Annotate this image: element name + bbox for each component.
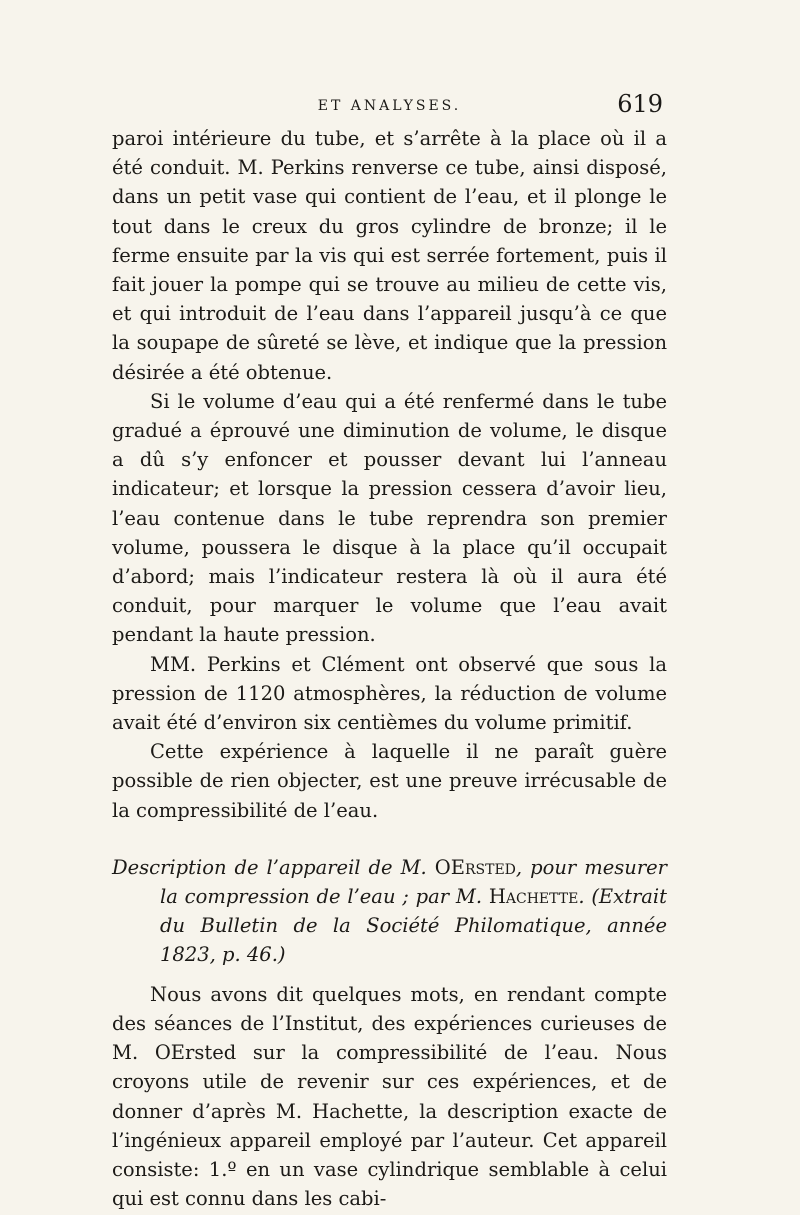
page-number: 619: [617, 90, 663, 118]
paragraph-indicator: Si le volume d’eau qui a été renfermé dans le tube gradué a éprouvé une diminution de volume, le disque a dû s’y enfoncer et pousser devant lui l’anneau indicateur; et lorsque la pression cessera d’avoir lieu, l’eau contenue dans le tube reprendra son premier volume, poussera le disque à la place qu’il occupait d’abord; mais l’indicateur restera là où il aura été conduit, pour marquer le volume que l’eau avait pendant la haute pression.: [112, 389, 667, 647]
paragraph-observation: MM. Perkins et Clément ont observé que sous la pression de 1120 atmosphères, la réduction de volume avait été d’environ six centièmes du volume primitif.: [112, 652, 667, 735]
heading-author-hachette: Hachette: [488, 885, 579, 909]
page-header: [112, 90, 667, 124]
heading-part-1: Description de l’appareil de M.: [112, 855, 427, 879]
paragraph-continued: paroi intérieure du tube, et s’arrête à la place où il a été conduit. M. Perkins renverse ce tube, ainsi disposé, dans un petit vase qui contient de l’eau, et il plonge le tout dans le creux du gros cylindre de bronze; il le ferme ensuite par la vis qui est serrée fortement, puis il fait jouer la pompe qui se trouve au milieu de cette vis, et qui introduit de l’eau dans l’appareil jusqu’à ce que la soupape de sûreté se lève, et indique que la pression désirée a été obtenue.: [112, 127, 667, 384]
paragraph-description: Nous avons dit quelques mots, en rendant compte des séances de l’Institut, des expériences curieuses de M. OErsted sur la compressibilité de l’eau. Nous croyons utile de revenir sur ces expériences, et de donner d’après M. Hachette, la description exacte de l’ingénieux appareil employé par l’auteur. Cet appareil consiste: 1.º en un vase cylindrique semblable à celui qui est connu dans les cabi-: [112, 982, 667, 1211]
article-heading: [112, 853, 667, 970]
heading-part-2: , pour mesurer la compression de l’eau ; par M.: [160, 855, 668, 909]
paragraph-conclusion: Cette expérience à laquelle il ne paraît guère possible de rien objecter, est une preuve irrécusable de la compressibilité de l’eau.: [112, 740, 667, 822]
heading-author-oersted: OErsted: [434, 855, 516, 879]
heading-part-3: . (Extrait du Bulletin de la Société Philomatique, année 1823, p. 46.): [160, 885, 668, 967]
book-page: [112, 90, 667, 1213]
running-head: ET ANALYSES.: [317, 98, 462, 114]
